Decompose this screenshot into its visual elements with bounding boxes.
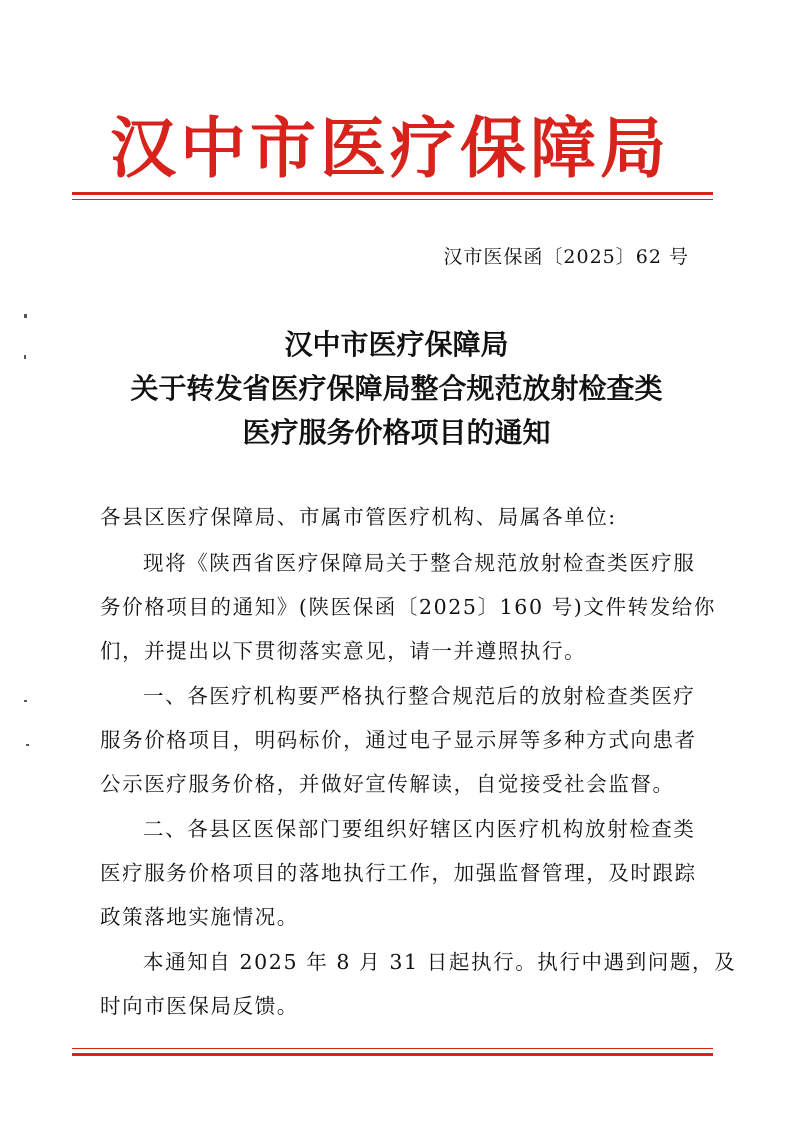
margin-mark bbox=[24, 355, 26, 359]
header-rule-thin bbox=[72, 199, 713, 200]
paragraph-3-line: 二、各县区医保部门要组织好辖区内医疗机构放射检查类 bbox=[143, 817, 696, 841]
document-number: 汉市医保函〔2025〕62 号 bbox=[443, 246, 689, 268]
margin-mark bbox=[24, 700, 27, 702]
footer-rule-thick bbox=[72, 1053, 713, 1056]
paragraph-1-line: 们，并提出以下贯彻落实意见，请一并遵照执行。 bbox=[100, 639, 587, 663]
paragraph-2-line: 公示医疗服务价格，并做好宣传解读，自觉接受社会监督。 bbox=[100, 772, 675, 796]
paragraph-4-line: 时向市医保局反馈。 bbox=[100, 994, 299, 1018]
paragraph-1-line: 现将《陕西省医疗保障局关于整合规范放射检查类医疗服 bbox=[143, 551, 696, 575]
paragraph-2-line: 一、各医疗机构要严格执行整合规范后的放射检查类医疗 bbox=[143, 684, 696, 708]
notice-title-line-1: 汉中市医疗保障局 bbox=[284, 328, 509, 361]
paragraph-3-line: 政策落地实施情况。 bbox=[100, 905, 299, 929]
addressee: 各县区医疗保障局、市属市管医疗机构、局属各单位: bbox=[100, 505, 617, 529]
paragraph-2-line: 服务价格项目，明码标价，通过电子显示屏等多种方式向患者 bbox=[100, 728, 697, 752]
notice-title-line-2: 关于转发省医疗保障局整合规范放射检查类 bbox=[130, 372, 663, 405]
paragraph-1-line: 务价格项目的通知》(陕医保函〔2025〕160 号)文件转发给你 bbox=[100, 595, 717, 619]
paragraph-3-line: 医疗服务价格项目的落地执行工作，加强监督管理，及时跟踪 bbox=[100, 861, 697, 885]
issuing-organization-header: 汉中市医疗保障局 bbox=[110, 109, 670, 187]
header-rule-thick bbox=[72, 192, 713, 195]
margin-mark bbox=[24, 314, 27, 318]
footer-rule-thin bbox=[72, 1048, 713, 1049]
margin-mark bbox=[26, 744, 29, 746]
notice-title-line-3: 医疗服务价格项目的通知 bbox=[242, 416, 551, 449]
paragraph-4-line: 本通知自 2025 年 8 月 31 日起执行。执行中遇到问题，及 bbox=[143, 950, 737, 974]
